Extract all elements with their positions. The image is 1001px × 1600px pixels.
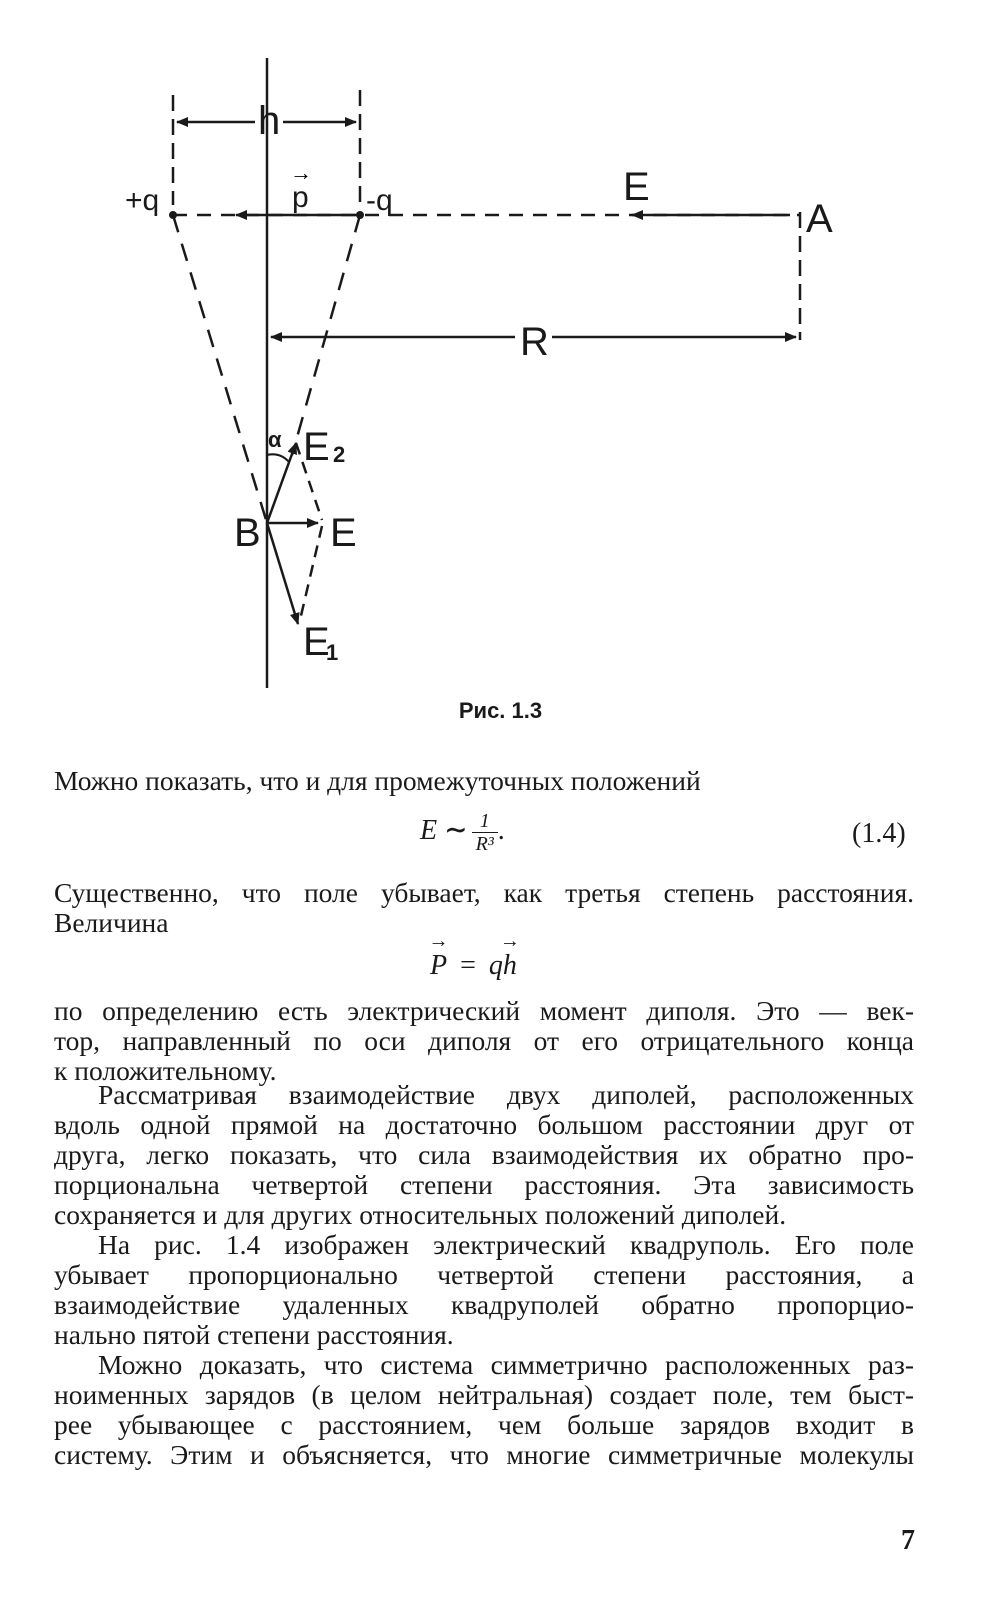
text-line: по определению есть электрический момент диполя. Это — век- <box>54 995 914 1026</box>
parallelogram-side-bottom <box>300 526 322 620</box>
equation-number: (1.4) <box>852 818 906 849</box>
E2-label: E <box>303 425 330 469</box>
text-line: систему. Этим и объясняется, что многие симметричные молекулы <box>54 1439 914 1470</box>
E-label-top: E <box>623 165 650 209</box>
formula-tail: . <box>497 814 505 846</box>
text-line: На рис. 1.4 изображен электрический квадруполь. Его поле <box>98 1229 914 1260</box>
fraction-denominator: R³ <box>475 833 494 855</box>
p-label: p <box>292 181 309 214</box>
p-label-arrow: → <box>290 160 312 185</box>
formula-fraction <box>472 810 498 855</box>
h-label: h <box>258 99 281 143</box>
minus-q-label: -q <box>366 184 393 217</box>
formula-rel: ∼ <box>444 814 468 846</box>
paragraph-dipoles <box>54 1080 914 1230</box>
B-label: B <box>234 511 261 555</box>
paragraph-symmetric <box>54 1350 914 1470</box>
text-line: сохраняется и для других относительных положений диполей. <box>54 1199 787 1230</box>
alpha-arc <box>267 454 289 462</box>
formula2-q: q <box>488 950 503 981</box>
text-line: убывает пропорционально четвертой степени расстояния, а <box>54 1259 914 1290</box>
paragraph-intro <box>54 766 914 796</box>
formula-1-4 <box>420 810 505 855</box>
paragraph-quadrupole <box>54 1230 914 1350</box>
text-line: Существенно, что поле убывает, как третья степень расстояния. <box>54 877 914 908</box>
E2-subscript: 2 <box>333 442 346 467</box>
text-line: тор, направленный по оси диполя от его отрицательного конца <box>54 1025 914 1056</box>
text-line: друга, легко показать, что сила взаимодействия их обратно про- <box>54 1139 914 1170</box>
formula2-eq: = <box>460 950 476 981</box>
minus-q-point <box>356 211 364 219</box>
plus-q-label: +q <box>125 184 160 217</box>
text-line: вдоль одной прямой на достаточно большом расстоянии друг от <box>54 1109 914 1140</box>
fraction-numerator: 1 <box>472 810 498 833</box>
alpha-label: α <box>268 427 282 452</box>
E-label-mid: E <box>330 511 357 555</box>
figure-caption: Рис. 1.3 <box>458 698 543 723</box>
text-line: Величина <box>54 907 169 938</box>
text-line: порциональна четвертой степени расстояния. Эта зависимость <box>54 1169 914 1200</box>
paragraph-decay <box>54 878 914 938</box>
text-line: ноименных зарядов (в целом нейтральная) создает поле, тем быст- <box>54 1379 914 1410</box>
text-line: Можно показать, что и для промежуточных положений <box>54 765 701 796</box>
E1-label: E <box>303 620 330 664</box>
h-vector: → h <box>503 950 517 982</box>
dipole-figure <box>0 0 1001 700</box>
text-line: к положительному. <box>54 1055 277 1086</box>
A-label: A <box>806 197 833 241</box>
paragraph-dipole-moment <box>54 996 914 1086</box>
E1-subscript: 1 <box>326 640 339 665</box>
text-line: Рассматривая взаимодействие двух диполей, расположенных <box>98 1079 914 1110</box>
text-line: нально пятой степени расстояния. <box>54 1319 454 1350</box>
text-line: рее убывающее с расстоянием, чем больше зарядов входит в <box>54 1409 914 1440</box>
minus-q-to-B-line <box>292 215 360 455</box>
text-line: взаимодействие удаленных квадруполей обратно пропорцио- <box>54 1289 914 1320</box>
P-vector: → P <box>430 950 447 982</box>
text-line: Можно доказать, что система симметрично расположенных раз- <box>98 1349 914 1380</box>
E1-vector <box>267 523 298 624</box>
formula-lhs: E <box>420 814 438 846</box>
R-label: R <box>520 320 549 364</box>
page-number: 7 <box>901 1525 915 1556</box>
plus-q-to-B-line <box>173 215 267 523</box>
plus-q-point <box>169 211 177 219</box>
formula-dipole-moment <box>430 950 517 982</box>
